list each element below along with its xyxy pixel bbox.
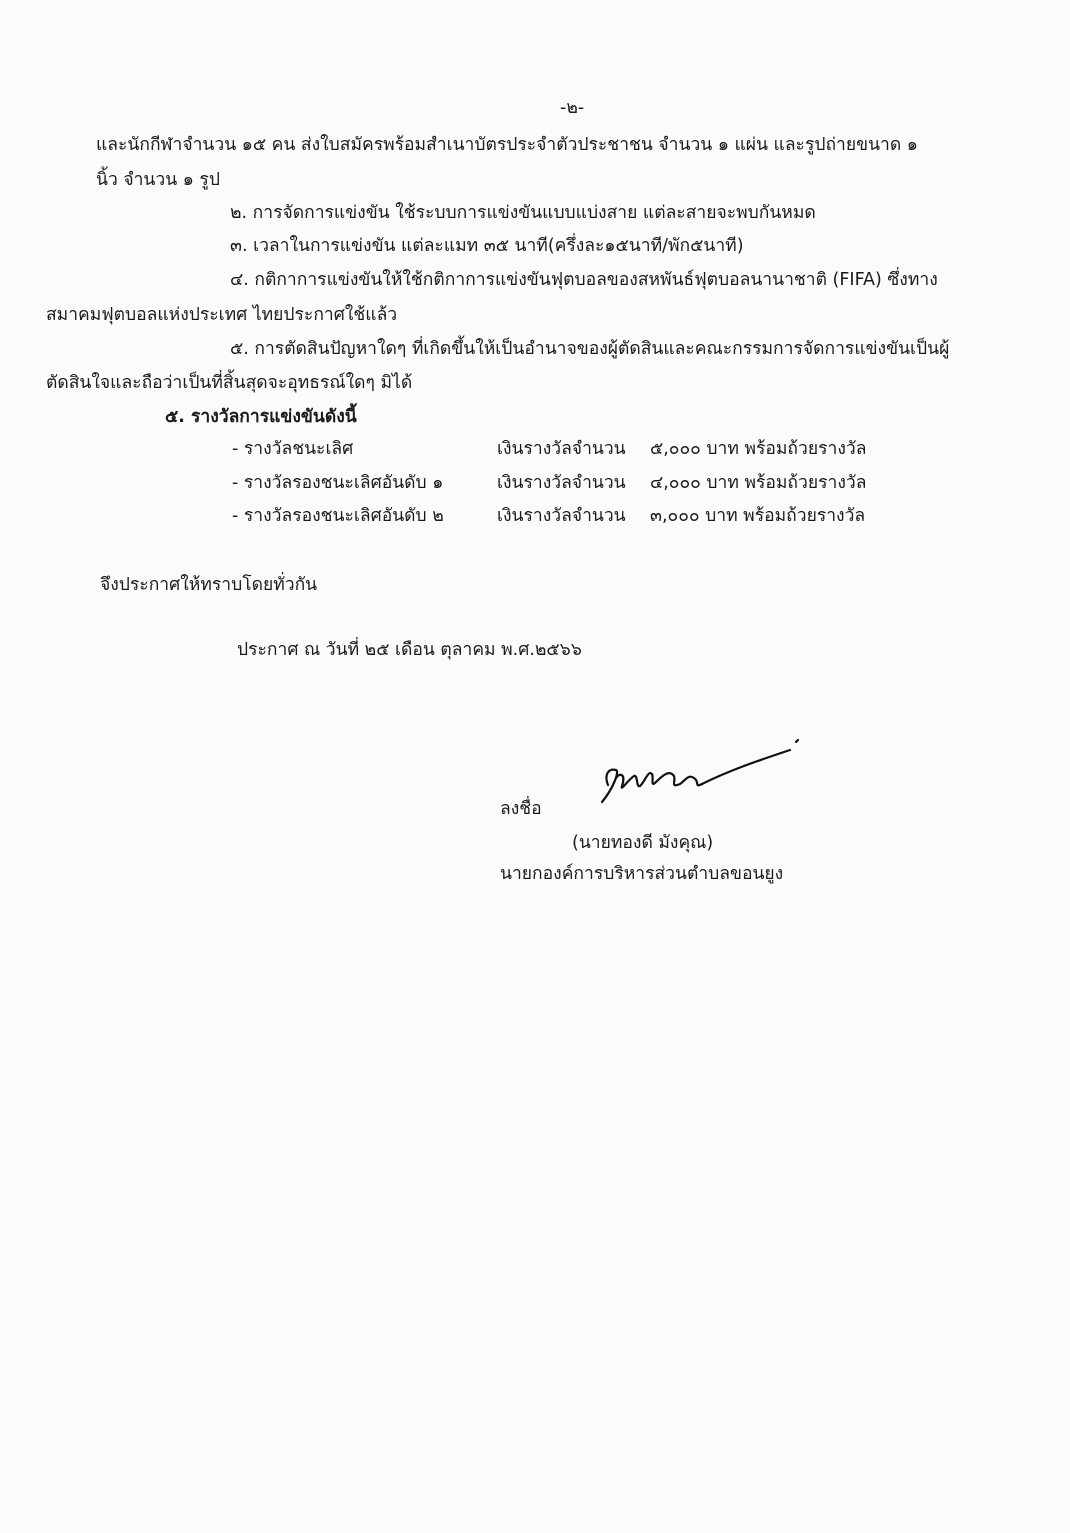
closing-text: จึงประกาศให้ทราบโดยทั่วกัน bbox=[100, 575, 318, 595]
item-3: ๓. เวลาในการแข่งขัน แต่ละแมท ๓๕ นาที(ครึ่งละ๑๕นาที/พัก๕นาที) bbox=[230, 236, 744, 256]
prize-title: - รางวัลรองชนะเลิศอันดับ ๒ bbox=[232, 506, 444, 526]
prize-amount: ๔,๐๐๐ บาท พร้อมถ้วยรางวัล bbox=[650, 473, 867, 493]
prize-label: เงินรางวัลจำนวน bbox=[497, 439, 626, 459]
sign-label: ลงชื่อ bbox=[500, 799, 542, 819]
item-5-line-2: ตัดสินใจและถือว่าเป็นที่สิ้นสุดจะอุทธรณ์ใดๆ มิได้ bbox=[46, 373, 413, 393]
prize-amount: ๓,๐๐๐ บาท พร้อมถ้วยรางวัล bbox=[650, 506, 866, 526]
item-5-line-1: ๕. การตัดสินปัญหาใดๆ ที่เกิดขึ้นให้เป็นอำนาจของผู้ตัดสินและคณะกรรมการจัดการแข่งขันเป็นผู้ bbox=[230, 339, 950, 359]
prize-title: - รางวัลชนะเลิศ bbox=[232, 439, 354, 459]
paragraph-line: นิ้ว จำนวน ๑ รูป bbox=[96, 170, 220, 190]
prize-title: - รางวัลรองชนะเลิศอันดับ ๑ bbox=[232, 473, 444, 493]
prize-label: เงินรางวัลจำนวน bbox=[497, 473, 626, 493]
page-number: -๒- bbox=[560, 98, 585, 118]
item-2: ๒. การจัดการแข่งขัน ใช้ระบบการแข่งขันแบบแบ่งสาย แต่ละสายจะพบกันหมด bbox=[230, 203, 816, 223]
handwritten-signature bbox=[590, 730, 810, 820]
signatory-name: (นายทองดี มังคุณ) bbox=[572, 833, 714, 853]
prize-heading: ๕. รางวัลการแข่งขันดังนี้ bbox=[165, 407, 357, 427]
announce-date: ประกาศ ณ วันที่ ๒๕ เดือน ตุลาคม พ.ศ.๒๕๖๖ bbox=[237, 640, 582, 660]
prize-amount: ๕,๐๐๐ บาท พร้อมถ้วยรางวัล bbox=[650, 439, 867, 459]
signatory-position: นายกองค์การบริหารส่วนตำบลขอนยูง bbox=[500, 864, 784, 884]
prize-label: เงินรางวัลจำนวน bbox=[497, 506, 626, 526]
item-4-line-1: ๔. กติกาการแข่งขันให้ใช้กติกาการแข่งขันฟุตบอลของสหพันธ์ฟุตบอลนานาชาติ (FIFA) ซึ่งทาง bbox=[230, 270, 938, 290]
paragraph-line: และนักกีฬาจำนวน ๑๕ คน ส่งใบสมัครพร้อมสำเนาบัตรประจำตัวประชาชน จำนวน ๑ แผ่น และรูปถ่ายขนาด ๑ bbox=[96, 135, 918, 155]
item-4-line-2: สมาคมฟุตบอลแห่งประเทศ ไทยประกาศใช้แล้ว bbox=[46, 305, 398, 325]
